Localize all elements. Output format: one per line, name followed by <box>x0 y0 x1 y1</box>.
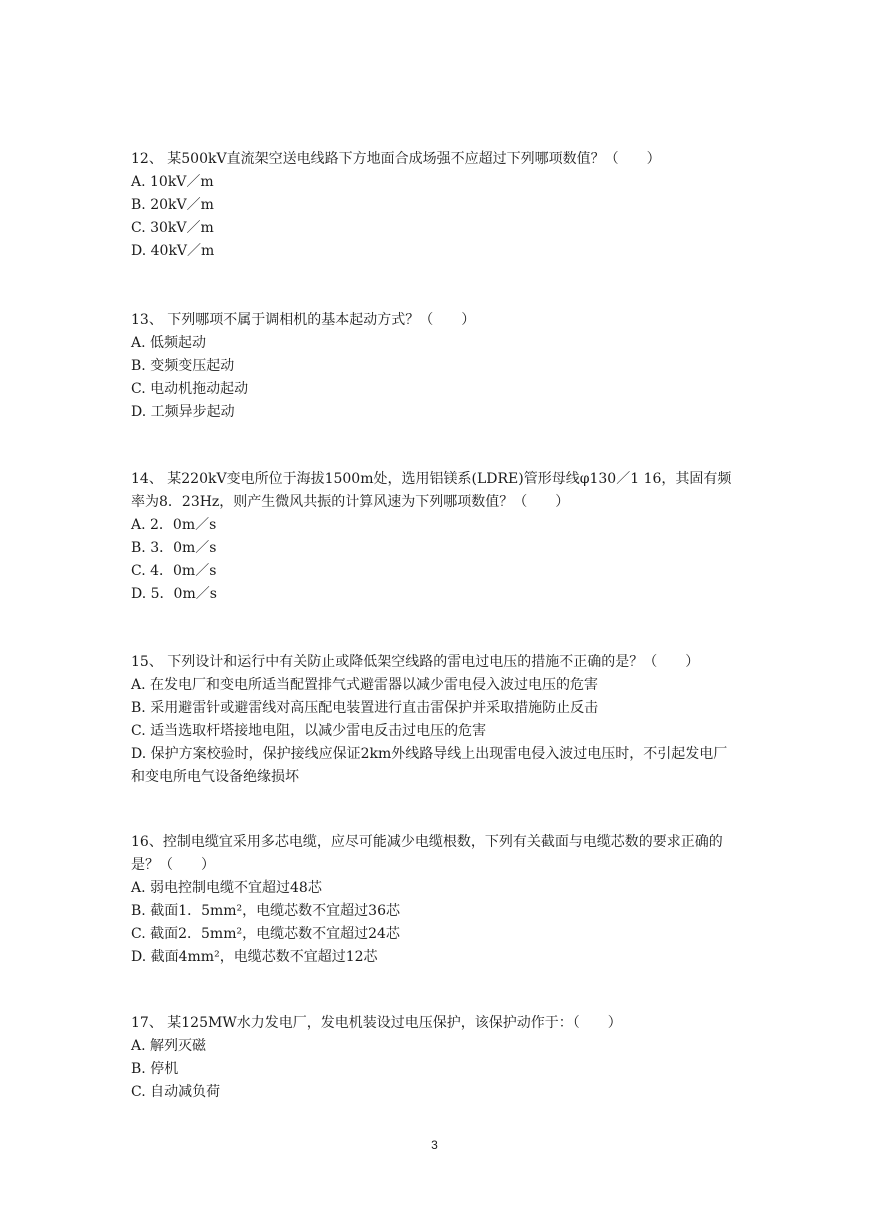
option-b: B. 截面1．5mm²，电缆芯数不宜超过36芯 <box>131 903 400 919</box>
option-c: C. 适当选取杆塔接地电阻，以减少雷电反击过电压的危害 <box>131 723 487 739</box>
option-b: B. 停机 <box>131 1061 179 1077</box>
option-d: D. 40kV／m <box>131 243 215 259</box>
question-stem: 13、 下列哪项不属于调相机的基本起动方式？（ ） <box>131 312 476 328</box>
option-c: C. 电动机拖动起动 <box>131 381 249 397</box>
option-b: B. 3．0m／s <box>131 540 217 556</box>
option-list <box>131 514 741 606</box>
option-d: D. 保护方案校验时，保护接线应保证2km外线路导线上出现雷电侵入波过电压时，不引起发电厂和变电所电气设备绝缘损坏 <box>131 746 728 785</box>
question-12 <box>131 148 741 263</box>
option-d: D. 5．0m／s <box>131 586 217 602</box>
option-b: B. 变频变压起动 <box>131 358 235 374</box>
option-b: B. 采用避雷针或避雷线对高压配电装置进行直击雷保护并采取措施防止反击 <box>131 700 599 716</box>
question-14 <box>131 468 741 606</box>
question-15 <box>131 651 741 789</box>
option-list <box>131 674 741 789</box>
question-16 <box>131 831 741 969</box>
page-number: 3 <box>431 1138 438 1152</box>
option-list <box>131 877 741 969</box>
option-list <box>131 332 741 424</box>
question-13 <box>131 309 741 424</box>
question-stem: 14、 某220kV变电所位于海拔1500m处，选用铝镁系(LDRE)管形母线φ130／1 16，其固有频率为8．23Hz，则产生微风共振的计算风速为下列哪项数值？（ ） <box>131 471 732 510</box>
option-c: C. 截面2．5mm²，电缆芯数不宜超过24芯 <box>131 926 400 942</box>
option-d: D. 截面4mm²，电缆芯数不宜超过12芯 <box>131 949 378 965</box>
option-a: A. 弱电控制电缆不宜超过48芯 <box>131 880 322 896</box>
option-a: A. 低频起动 <box>131 335 207 351</box>
option-c: C. 30kV／m <box>131 220 214 236</box>
question-17 <box>131 1012 741 1104</box>
option-a: A. 2．0m／s <box>131 517 217 533</box>
question-stem: 15、 下列设计和运行中有关防止或降低架空线路的雷电过电压的措施不正确的是？（ ） <box>131 654 700 670</box>
option-b: B. 20kV／m <box>131 197 214 213</box>
option-d: D. 工频异步起动 <box>131 404 235 420</box>
question-stem: 16、控制电缆宜采用多芯电缆，应尽可能减少电缆根数，下列有关截面与电缆芯数的要求正确的是？（ ） <box>131 834 723 873</box>
option-a: A. 在发电厂和变电所适当配置排气式避雷器以减少雷电侵入波过电压的危害 <box>131 677 599 693</box>
option-c: C. 自动减负荷 <box>131 1084 221 1100</box>
option-a: A. 10kV／m <box>131 174 214 190</box>
question-stem: 12、 某500kV直流架空送电线路下方地面合成场强不应超过下列哪项数值？（ ） <box>131 151 661 167</box>
option-list <box>131 1035 741 1104</box>
option-c: C. 4．0m／s <box>131 563 217 579</box>
option-a: A. 解列灭磁 <box>131 1038 207 1054</box>
option-list <box>131 171 741 263</box>
question-stem: 17、 某125MW水力发电厂，发电机装设过电压保护，该保护动作于：（ ） <box>131 1015 622 1031</box>
